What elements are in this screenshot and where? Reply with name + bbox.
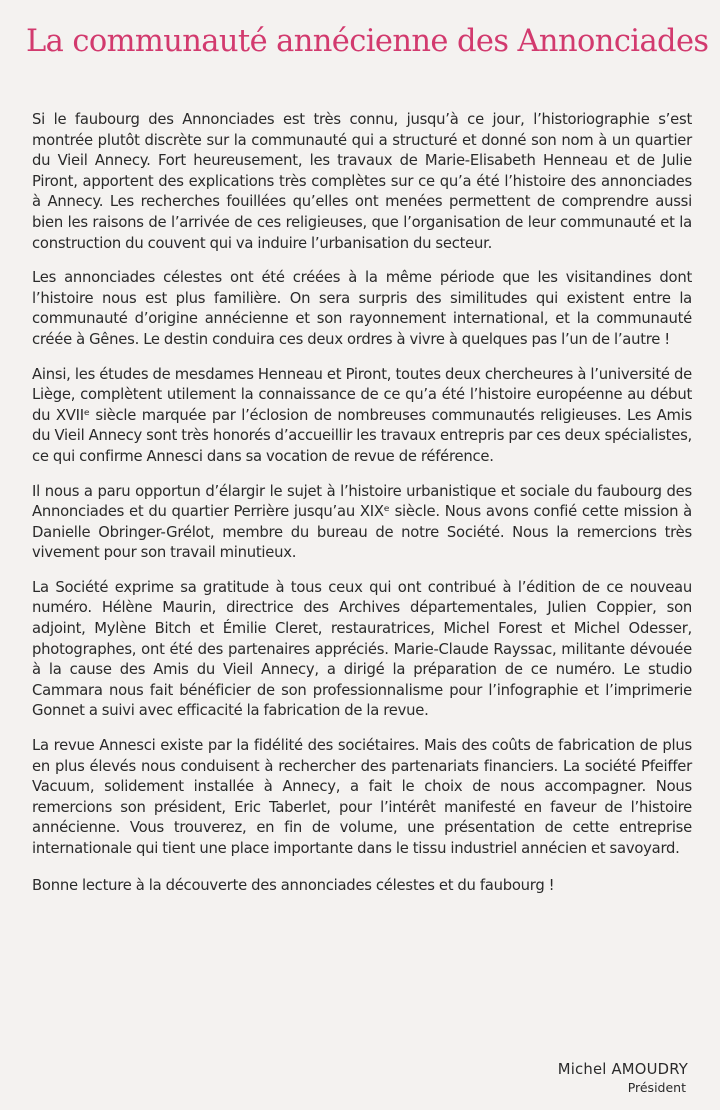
signature-name: Michel AMOUDRY [557,1061,688,1078]
signature-role: Président [627,1080,686,1095]
signature-block [558,1060,688,1096]
paragraph-5: La Société exprime sa gratitude à tous ceux qui ont contribué à l’édition de ce nouveau numéro. Hélène Maurin, directrice des Archives départementales, Julien Coppier, son adjoint, Mylène Bitch et Émilie Cleret, restauratrices, Michel Forest et Michel Odesser, photographes, ont été des partenaires appréciés. Marie-Claude Rayssac, militante dévouée à la cause des Amis du Vieil Annecy, a dirigé la préparation de ce numéro. Le studio Cammara nous fait bénéficier de son professionnalisme pour l’infographie et l’imprimerie Gonnet a suivi avec efficacité la fabrication de la revue. [32,578,692,720]
paragraph-6: La revue Annesci existe par la fidélité des sociétaires. Mais des coûts de fabrication de plus en plus élevés nous conduisent à rechercher des partenariats financiers. La société Pfeiffer Vacuum, solidement installée à Annecy, a fait le choix de nous accompagner. Nous remercions son président, Eric Taberlet, pour l’intérêt manifesté en faveur de l’histoire annécienne. Vous trouverez, en fin de volume, une présentation de cette entreprise internationale qui tient une place importante dans le tissu industriel annécien et savoyard. [32,737,692,857]
paragraph-2: Les annonciades célestes ont été créées à la même période que les visitandines dont l’histoire nous est plus familière. On sera surpris des similitudes qui existent entre la communauté d’origine annécienne et son rayonnement international, et la communauté créée à Gênes. Le destin conduira ces deux ordres à vivre à quelques pas l’un de l’autre ! [32,269,692,348]
article-title: La communauté annécienne des Annonciades [26,24,709,59]
paragraph-closing: Bonne lecture à la découverte des annonciades célestes et du faubourg ! [32,876,555,894]
paragraph-1: Si le faubourg des Annonciades est très connu, jusqu’à ce jour, l’historiographie s’est montrée plutôt discrète sur la communauté qui a structuré et donné son nom à un quartier du Vieil Annecy. Fort heureusement, les travaux de Marie-Elisabeth Henneau et de Julie Piront, apportent des explications très complètes sur ce qu’a été l’histoire des annonciades à Annecy. Les recherches fouillées qu’elles ont menées permettent de comprendre aussi bien les raisons de l’arrivée de ces religieuses, que l’organisation de leur communauté et la construction du couvent qui va induire l’urbanisation du secteur. [32,111,692,252]
article-body [32,110,692,910]
paragraph-3: Ainsi, les études de mesdames Henneau et Piront, toutes deux chercheures à l’université de Liège, complètent utilement la connaissance de ce qu’a été l’histoire européenne au début du XVIIᵉ siècle marquée par l’éclosion de nombreuses communautés religieuses. Les Amis du Vieil Annecy sont très honorés d’accueillir les travaux entrepris par ces deux spécialistes, ce qui confirme Annesci dans sa vocation de revue de référence. [32,365,692,465]
paragraph-4: Il nous a paru opportun d’élargir le sujet à l’histoire urbanistique et sociale du faubourg des Annonciades et du quartier Perrière jusqu’au XIXᵉ siècle. Nous avons confié cette mission à Danielle Obringer-Grélot, membre du bureau de notre Société. Nous la remercions très vivement pour son travail minutieux. [32,482,692,562]
